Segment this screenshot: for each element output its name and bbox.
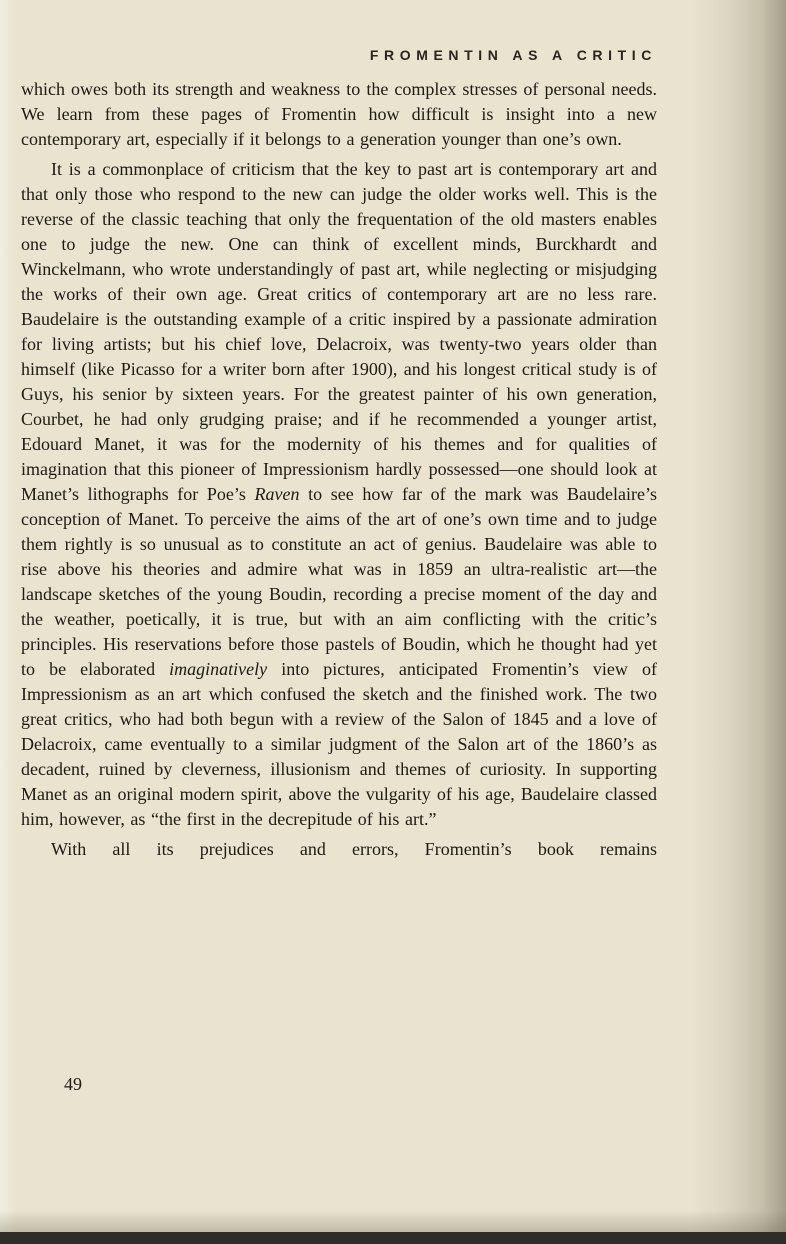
page-edge-highlight-left (0, 0, 16, 1244)
page-edge-dark-strip (0, 1232, 786, 1244)
page-edge-shadow-bottom (0, 1210, 786, 1232)
page-body (21, 77, 657, 862)
text-segment: into pictures, anticipated Fromentin’s view of Impressionism as an art which confused the sketch and the finished work. The two great critics, who had both begun with a review of the Salon of 1845 and a love of Delacroix, came eventually to a similar judgment of the Salon art of the 1860’s as decadent, ruined by cleverness, illusionism and themes of curiosity. In supporting Manet as an original modern spirit, above the vulgarity of his age, Baudelaire classed him, however, as “the first in the decrepitude of his art.” (21, 659, 657, 829)
page-edge-shadow-right (691, 0, 786, 1244)
paragraph (21, 77, 657, 152)
text-segment-italic: imaginatively (169, 659, 268, 679)
text-segment: to see how far of the mark was Baudelaire’s conception of Manet. To perceive the aims of the art of one’s own time and to judge them rightly is so unusual as to constitute an act of genius. Baudelaire was able to rise above his theories and admire what was in 1859 an ultra-realistic art—the landscape sketches of the young Boudin, recording a precise moment of the day and the weather, poetically, it is true, but with an aim conflicting with the critic’s principles. His reservations before those pastels of Boudin, which he thought had yet to be elaborated (21, 484, 657, 679)
text-segment: With all its prejudices and errors, Fromentin’s book remains (51, 839, 657, 859)
text-segment: which owes both its strength and weakness to the complex stresses of personal needs. We learn from these pages of Fromentin how difficult is insight into a new contemporary art, especially if it belongs to a generation younger than one’s own. (21, 79, 657, 149)
running-header: FROMENTIN AS A CRITIC (369, 47, 657, 63)
paragraph (21, 157, 657, 832)
text-segment-italic: Raven (254, 484, 300, 504)
page-number: 49 (64, 1074, 82, 1094)
paragraph (21, 837, 657, 862)
text-segment: It is a commonplace of criticism that the key to past art is contemporary art and that only those who respond to the new can judge the older works well. This is the reverse of the classic teaching that only the frequentation of the old masters enables one to judge the new. One can think of excellent minds, Burckhardt and Winckelmann, who wrote understandingly of past art, while neglecting or misjudging the works of their own age. Great critics of contemporary art are no less rare. Baudelaire is the outstanding example of a critic inspired by a passionate admiration for living artists; but his chief love, Delacroix, was twenty-two years older than himself (like Picasso for a writer born after 1900), and his longest critical study is of Guys, his senior by sixteen years. For the greatest painter of his own generation, Courbet, he had only grudging praise; and if he recommended a younger artist, Edouard Manet, it was for the modernity of his themes and for qualities of imagination that this pioneer of Impressionism hardly possessed—one should look at Manet’s lithographs for Poe’s (21, 159, 657, 504)
